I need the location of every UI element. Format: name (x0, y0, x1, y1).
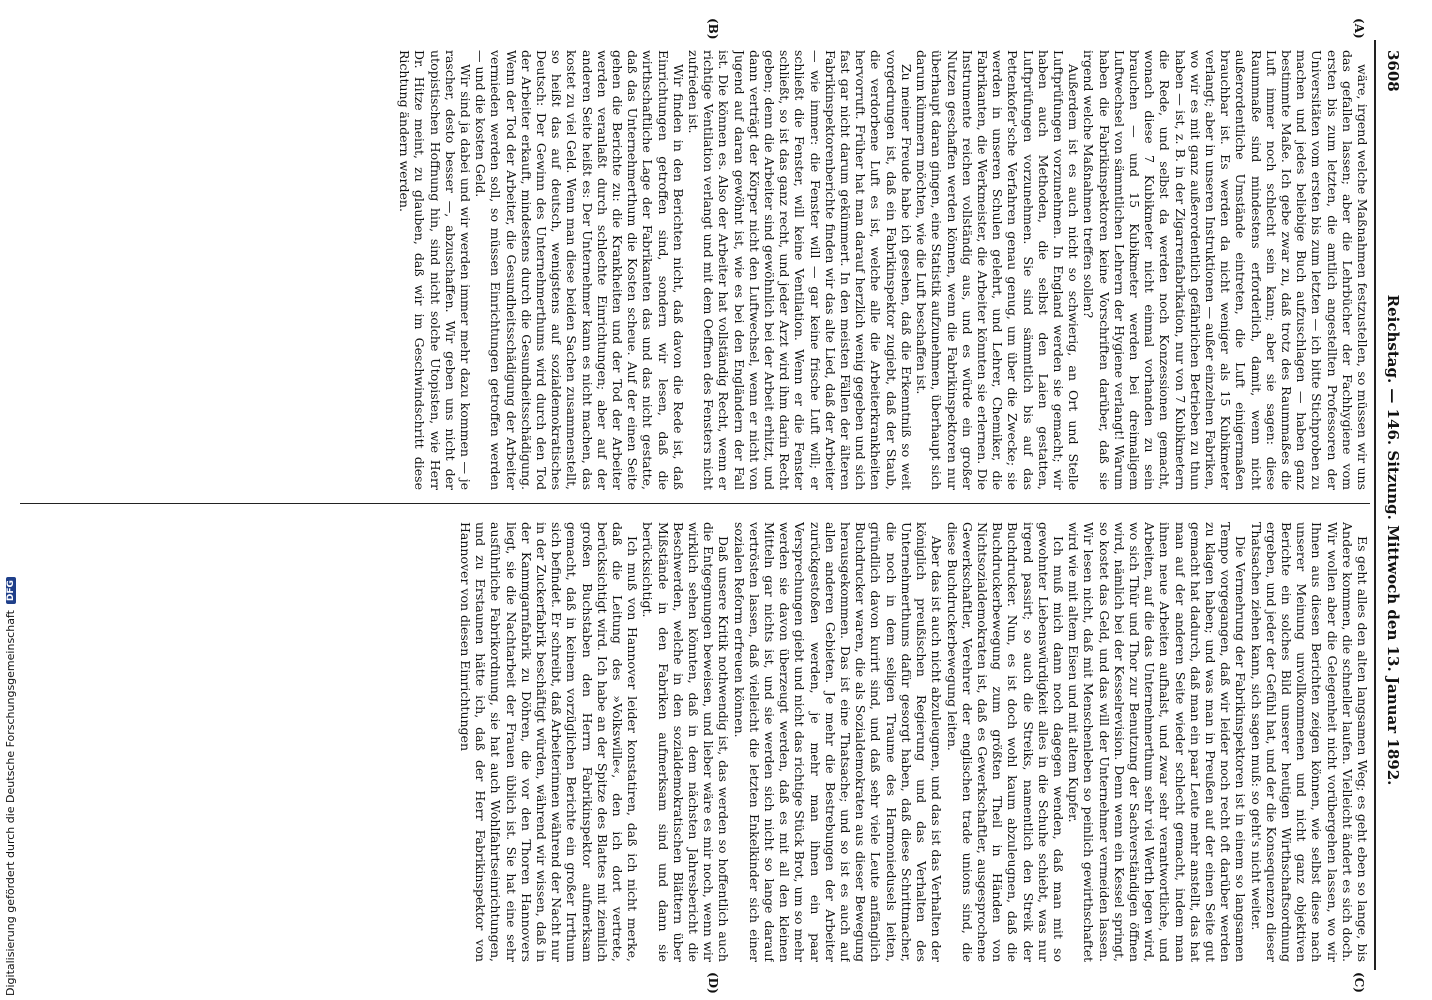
paragraph: Zu meiner Freude habe ich gesehen, daß die Erkenntniß so weit vorgedrungen ist, daß ein Fabrikinspektor zugiebt, daß der Staub, die verdorbene Luft es ist, welche alle die Arbeiterkrankheiten hervorruft. Früher hat man darauf herzlich wenig gegeben und sich fast gar nicht darum gekümmert. In den meisten Fällen der älteren Fabrikinspektorenberichte finden wir das alte Lied, daß der Arbeiter — wie immer: die Fenster will — gar keine frische Luft will; er schließt die Fenster, will keine Ventilation. Wenn er die Fenster schließt, so ist das ganz recht, und jeder Arzt wird ihm darin Recht geben; denn die Arbeiter sind gewöhnlich bei der Arbeit erhitzt, und dann verträgt der Körper nicht den Luftwechsel, wenn er nicht von Jugend auf daran gewöhnt ist, wie es bei den Engländern der Fall ist. Die können es. Also der Arbeiter hat vollständig Recht, wenn er richtige Ventilation verlangt und mit dem Oeffnen des Fensters nicht zufrieden ist. (686, 50, 914, 490)
column-divider (20, 503, 1370, 504)
paragraph: Es geht alles den alten langsamen Weg; es geht eben so lange, bis Andere kommen, die schneller laufen. Vielleicht ändert es sich doch. Wir wollen aber die Gelegenheit nicht vorübergehen lassen, wo wir Ihnen aus diesen Berichten zeigen können, wie selbst diese nach unserer Meinung unvollkommenen und nicht ganz objektiven Berichte ein solches Bild unserer heutigen Wirthschaftsordnung ergeben, und jeder der Gefühl hat, und der die Konsequenzen dieser Thatsachen ziehen kann, sich sagen muß: so geht's nicht weiter. (1248, 522, 1370, 962)
page-header (1370, 10, 1410, 990)
page-title: Reichstag. — 146. Sitzung. Mittwoch den 13. Januar 1892. (1384, 294, 1402, 786)
paragraph: Die Vermehrung der Fabrikinspektoren ist in einem so langsamen Tempo vorgegangen, daß wir leider noch recht oft darüber werden zu klagen haben; und was man in Preußen auf der einen Seite gut gemacht hat dadurch, daß man ein paar Leute mehr anstellt, das hat man auf der anderen Seite wieder schlecht gemacht, indem man ihnen neue Arbeiten aufhalst, und zwar sehr verantwortliche, und Arbeiten, auf die das Unternehmerthum sehr viel Werth legen wird, wo sich Thür und Thor zur Benutzung der Sachverständigen öffnen wird, nämlich bei der Kesselrevision. Denn wenn ein Kessel springt, so kostet das Geld, und das will der Unternehmer vermeiden lassen. Wir lesen nicht, daß mit Menschenleben so peinlich gewirthschaftet wird wie mit altem Eisen und mit altem Kupfer. (1066, 522, 1249, 962)
paragraph: Ich muß von Hannover leider konstatiren, daß ich nicht merke, daß die Leitung des »Volkswille«, den ich dort vertrete, berücksichtigt wird. Ich habe an der Spitze des Blattes mit ziemlich großen Buchstaben den Herrn Fabrikinspektor aufmerksam gemacht, daß in keinem vorzüglichen Berichte ein großer Irrthum sich befindet. Er schreibt, daß Arbeiterinnen während der Nacht nur in der Zuckerfabrik beschäftigt würden, während wir wissen, daß in der Kammgarnfabrik zu Döhren, die vor den Thoren Hannovers liegt, sie die Nachtarbeit der Frauen üblich ist. Sie hat eine sehr ausführliche Fabrikordnung, sie hat auch Wohlfahrtseinrichtungen, und zu Erstaunen hätte ich, daß der Herr Fabrikinspektor von Hannover von diesen Einrichtungen (458, 522, 641, 962)
left-column (20, 50, 1370, 490)
rotated-page-content (10, 10, 1410, 994)
paragraph: Aber das ist auch nicht abzuleugnen, und das ist das Verhalten der königlich preußischen Regierung und das Verhalten des Unternehmerthums dafür gesorgt haben, daß diese Schrittmacher, die noch in dem seligen Traume des Harmoniedusels leiten, gründlich davon kurirt sind, und daß sehr viele Leute anfänglich Buchdrucker waren, die als Sozialdemokraten aus dieser Bewegung herausgekommen. Das ist eine Thatsache; und so ist es auch auf allen anderen Gebieten. Je mehr die Bestrebungen der Arbeiter zurückgestoßen werden, je mehr man ihnen ein paar Versprechungen giebt und nicht das richtige Stück Brot, um so mehr werden sie davon überzeugt werden, daß es mit all den kleinen Mitteln gar nichts ist, und sie werden sich nicht so lange darauf vertrösten lassen, daß vielleicht die letzten Enkelkinder sich einer sozialen Reform erfreuen können. (731, 522, 945, 962)
page-number: 3608 (1384, 50, 1402, 92)
margin-marker-a: (A) (1352, 18, 1366, 39)
dfg-logo-icon: DFG (6, 577, 16, 604)
paragraph: Ich muß mich dann noch dagegen wenden, daß man mit so gewohnter Liebenswürdigkeit alles in die Schuhe schiebt, was nur irgend passirt; so auch die Streiks, namentlich den Streik der Buchdrucker. Nun, es ist doch wohl kaum abzuleugnen, daß die Buchdruckerbewegung zum größten Theil in Händen von Nichtsozialdemokraten ist, daß es Gewerkschaftler, ausgesprochene Gewerkschaftler, Verehrer der englischen trade unions sind, die diese Buchdruckerbewegung leiten. (944, 522, 1066, 962)
right-column (20, 522, 1370, 962)
paragraph: Daß unsere Kritik nothwendig ist, das werden so hoffentlich auch die Entgegnungen beweisen, und lieber wäre es mir noch, wenn wir wirklich sehen könnten, daß in dem nächsten Jahresbericht die Beschwerden, welche in den sozialdemokratischen Blättern über Mißstände in den Fabriken aufmerksam sind und dann sie berücksichtigt. (640, 522, 732, 962)
credit-text: Digitalisierung gefördert durch die Deutsche Forschungsgemeinschaft (4, 610, 17, 996)
margin-marker-c: (C) (1352, 972, 1366, 993)
header-rule (1374, 40, 1376, 970)
margin-marker-d: (D) (706, 972, 720, 994)
paragraph: wäre, irgend welche Maßnahmen festzustellen, so müssen wir uns das gefallen lassen; aber die Lehrbücher der Fachhygiene vom ersten bis zum letzten, die amtlich angestellten Professoren der Universitäten vom ersten bis zum letzten — ich bitte Stichproben zu machen und jedes beliebige Buch aufzuschlagen — haben ganz bestimmte Maße. Ich gebe zwar zu, daß trotz des Raummaßes die Luft immer noch schlecht sein kann; aber sie sagen: diese Raummaße sind mindestens erforderlich, damit, wenn nicht außerordentliche Umstände eintreten, die Luft einigermaßen brauchbar ist. Es werden da nicht weniger als 15 Kubikmeter verlangt; aber in unseren Instruktionen — außer einzelnen Fabriken, wo wir es mit ganz außerordentlich gefährlichen Betrieben zu thun haben — ist, z. B. in der Zigarrenfabrikation, nur von 7 Kubikmetern die Rede, und selbst da werden noch Konzessionen gemacht, wonach diese 7 Kubikmeter nicht einmal vorhanden zu sein brauchen — und 15 Kubikmeter werden bei dreimaligem Luftwechsel von sämmtlichen Lehrern der Hygiene verlangt! Warum haben die Fabrikinspektoren keine Vorschriften darüber, daß sie irgend welche Maßnahmen treffen sollen? (1081, 50, 1370, 490)
paragraph: Wir finden in den Berichten nicht, daß davon die Rede ist, daß Einrichtungen getroffen sind, sondern wir lesen, daß die wirthschaftliche Lage der Fabrikanten das und das nicht gestatte, daß das Unternehmerthum die Kosten scheue. Auf der einen Seite gehen die Berichte zu: die Krankheiten und der Tod der Arbeiter werden veranlaßt durch schlechte Einrichtungen; aber auf der anderen Seite heißt es: Der Unternehmer kann es nicht machen, das kostet zu viel Geld. Wenn man diese beiden Sachen zusammenstellt, so heißt das auf deutsch, wenigstens auf sozialdemokratisches Deutsch: Der Gewinn des Unternehmerthums wird durch den Tod der Arbeiter erkauft, mindestens durch die Gesundheitsschädigung. Wenn der Tod der Arbeiter, die Gesundheitsschädigung der Arbeiter vermieden werden soll, so müssen Einrichtungen getroffen werden — und die kosten Geld. (473, 50, 686, 490)
paragraph: Außerdem ist es auch nicht so schwierig, an Ort und Stelle Luftprüfungen vorzunehmen. In England werden sie gemacht; wir haben auch Methoden, die selbst den Laien gestatten, Luftprüfungen vorzunehmen. Sie sind sämmtlich bis auf das Pettenkofer'sche Verfahren genau genug, um über die Zwecke; sie werden in unseren Schulen gelehrt, und Lehrer, Chemiker, die Fabrikanten, die Werkmeister, die Arbeiter könnten sie erlernen. Die Instrumente reichen vollständig aus, und es würde ein großer Nutzen geschaffen werden können, wenn die Fabrikinspektoren nur überhaupt daran gingen, eine Statistik aufzunehmen, überhaupt sich darum kümmern möchten, wie die Luft beschaffen ist. (914, 50, 1082, 490)
paragraph: Wir sind ja dabei und wir werden immer mehr dazu kommen — je rascher, desto besser —, abzuschaffen. Wir geben uns nicht der utopistischen Hoffnung hin, sind nicht solche Utopisten, wie Herr Dr. Hitze meint, zu glauben, daß wir im Geschwindschritt diese Richtung ändern werden. (397, 50, 474, 490)
digitization-credit (4, 577, 17, 996)
margin-marker-b: (B) (706, 18, 720, 40)
